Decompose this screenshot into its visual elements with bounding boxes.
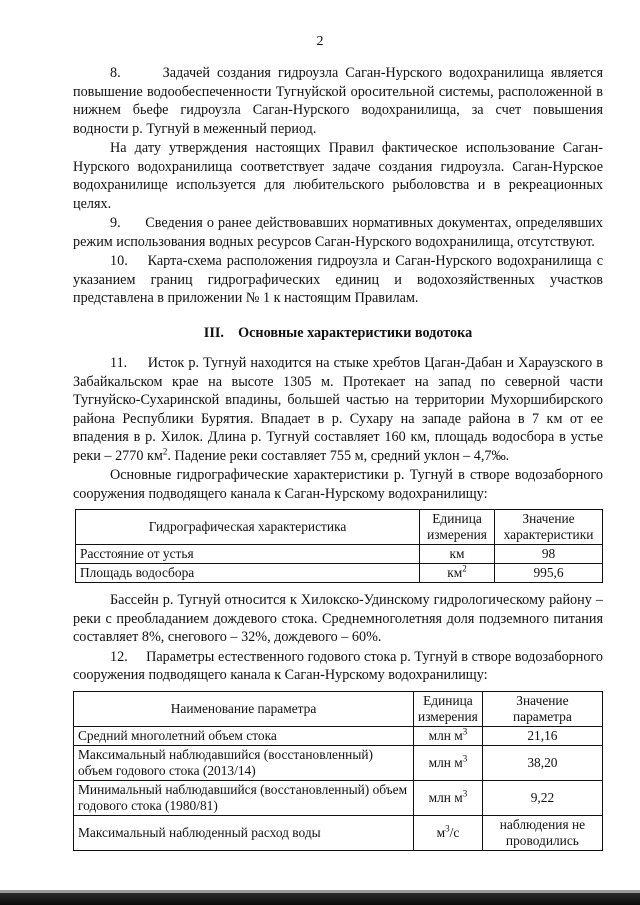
row-value: 995,6: [495, 564, 603, 583]
document-body: [73, 64, 603, 859]
paragraph-9: 9. Сведения о ранее действовавших нормативных документах, определявших режим использования водных ресурсов Саган-Нурского водохранилища, отсутствуют.: [73, 215, 603, 250]
section-heading: III. Основные характеристики водотока: [203, 324, 473, 341]
page-number: 2: [316, 34, 324, 49]
row-unit: [420, 564, 495, 583]
header-characteristic: Гидрографическая характеристика: [76, 510, 420, 545]
table-row: [74, 815, 603, 850]
table-row: [74, 726, 603, 745]
unit-text: м: [436, 824, 446, 840]
scan-edge: [0, 893, 640, 905]
row-value: 98: [495, 545, 603, 564]
row-value: 9,22: [482, 780, 602, 815]
paragraph-8-continued: На дату утверждения настоящих Правил фактическое использование Саган-Нурского водохранилища соответствует задаче создания гидроузла. Саган-Нурское водохранилище используется для любительского рыболовства и в рекреационных целях.: [73, 140, 603, 212]
paragraph-10: 10. Карта-схема расположения гидроузла и Саган-Нурского водохранилища с указанием границ гидрографических единиц и водохозяйственных участков представлена в приложении № 1 к настоящим Правилам.: [73, 253, 603, 306]
paragraph-11-text-end: . Падение реки составляет 755 м, средний уклон – 4,7‰.: [167, 447, 510, 464]
unit-sup: 3: [462, 788, 468, 799]
superscript: 2: [162, 445, 168, 456]
table-header-row: [76, 510, 603, 545]
table-row: [76, 564, 603, 583]
table-header-row: [74, 691, 603, 726]
unit-sup: 3: [445, 823, 450, 834]
unit-after: /с: [449, 824, 460, 840]
unit-text: млн м: [428, 789, 463, 805]
paragraph-basin: Бассейн р. Тугнуй относится к Хилокско-Удинскому гидрологическому району – реки с преобладанием дождевого стока. Среднемноголетняя доля подземного питания составляет 8%, снегового – 32%, дождевого – 60%.: [73, 592, 603, 645]
row-unit: [414, 780, 483, 815]
unit-text: км: [447, 565, 463, 580]
unit-sup: 2: [462, 563, 467, 574]
row-name: Максимальный наблюденный расход воды: [74, 815, 414, 850]
header-value: Значение характеристики: [495, 510, 603, 545]
paragraph-table1-intro: Основные гидрографические характеристики р. Тугнуй в створе водозаборного сооружения подводящего канала к Саган-Нурскому водохранилищу:: [73, 467, 603, 502]
row-value: 38,20: [482, 745, 602, 780]
row-name: Максимальный наблюдавшийся (восстановленный) объем годового стока (2013/14): [74, 745, 414, 780]
paragraph-8: 8. Задачей создания гидроузла Саган-Нурского водохранилища является повышение водообеспеченности Тугнуйской оросительной системы, расположенной в нижнем бьефе гидроузла Саган-Нурского водохранилища, за счет повышения водности р. Тугнуй в меженный период.: [73, 65, 603, 137]
paragraph-11: [73, 354, 603, 465]
unit-text: км: [449, 546, 465, 561]
row-unit: [414, 726, 483, 745]
row-unit: [414, 745, 483, 780]
row-unit: [420, 545, 495, 564]
table-row: [76, 545, 603, 564]
unit-text: млн м: [428, 754, 463, 770]
row-name: Расстояние от устья: [76, 545, 420, 564]
header-parameter: Наименование параметра: [74, 691, 414, 726]
table-row: [74, 745, 603, 780]
row-name: Минимальный наблюдавшийся (восстановленный) объем годового стока (1980/81): [74, 780, 414, 815]
paragraph-11-text: 11. Исток р. Тугнуй находится на стыке хребтов Цаган-Дабан и Хараузского в Забайкальском крае на высоте 1305 м. Протекает на запад по северной части Тугнуйско-Сухаринской впадины, большей частью на территории Мухоршибирского района Республики Бурятия. Впадает в р. Сухару на западе района в 7 км от ее впадения в р. Хилок. Длина р. Тугнуй составляет 160 км, площадь водосбора в устье реки – 2770 км: [73, 355, 603, 464]
table-row: [74, 780, 603, 815]
header-unit: Единица измерения: [420, 510, 495, 545]
paragraph-12: 12. Параметры естественного годового стока р. Тугнуй в створе водозаборного сооружения подводящего канала к Саган-Нурскому водохранилищу:: [73, 648, 603, 683]
header-unit: Единица измерения: [414, 691, 483, 726]
row-value: наблюдения не проводились: [482, 815, 602, 850]
unit-sup: 3: [462, 726, 468, 737]
row-name: Площадь водосбора: [76, 564, 420, 583]
unit-sup: 3: [462, 753, 468, 764]
row-value: 21,16: [482, 726, 602, 745]
header-value: Значение параметра: [482, 691, 602, 726]
hydrographic-table: [75, 509, 603, 583]
row-unit: [414, 815, 483, 850]
unit-text: млн м: [428, 727, 463, 743]
runoff-parameters-table: [73, 691, 603, 851]
row-name: Средний многолетний объем стока: [74, 726, 414, 745]
